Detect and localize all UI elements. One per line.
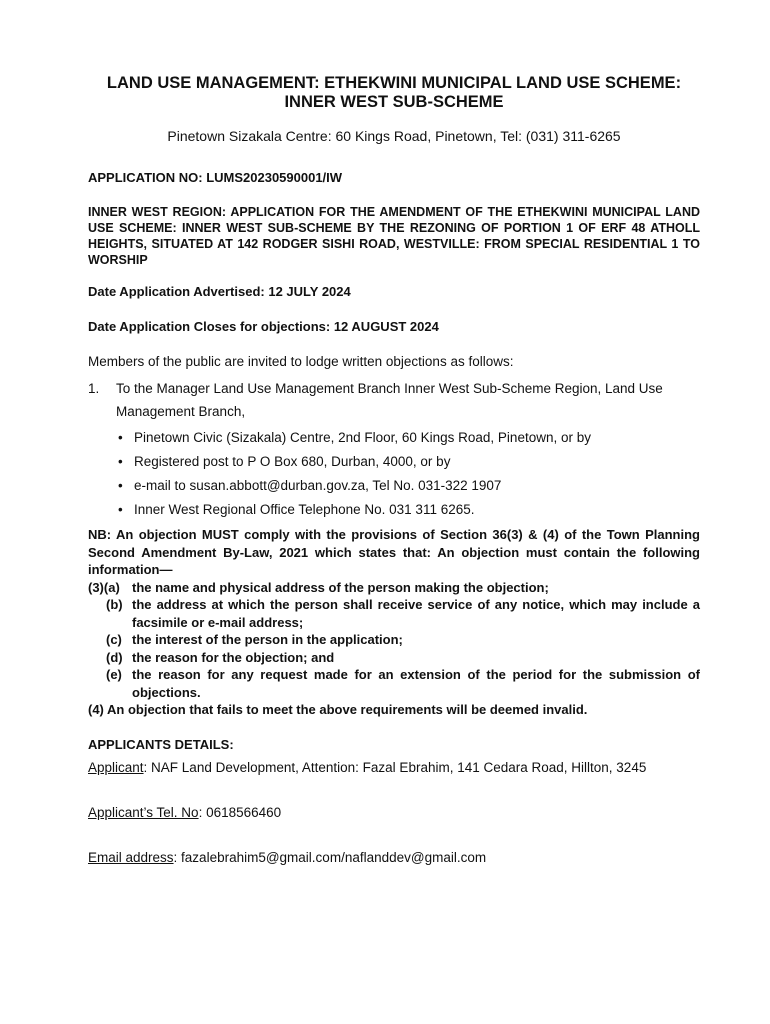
objection-item-1 [88,377,700,423]
page-title: LAND USE MANAGEMENT: ETHEKWINI MUNICIPAL LAND USE SCHEME: INNER WEST SUB-SCHEME [106,74,682,111]
list-item [118,426,700,450]
tel-label: Applicant’s Tel. No [88,804,199,820]
requirement-label: (c) [106,632,122,647]
date-closes: Date Application Closes for objections: 12 AUGUST 2024 [88,319,439,334]
requirement-label: (3)(a) [88,579,120,595]
requirement-text: the reason for any request made for an extension of the period for the submission of objections. [132,667,700,700]
requirements-list [88,579,700,702]
applicants-heading: APPLICANTS DETAILS: [88,736,234,752]
members-intro: Members of the public are invited to lodge written objections as follows: [88,354,514,369]
requirement-text: the reason for the objection; and [132,649,335,665]
requirement-row [88,631,700,649]
applicant-line [88,760,700,775]
date-advertised: Date Application Advertised: 12 JULY 2024 [88,284,351,299]
list-item [118,498,700,522]
item-number: 1. [88,381,100,396]
applicant-label: Applicant [88,759,144,775]
bullet-icon: • [118,430,123,445]
list-item-text: Registered post to P O Box 680, Durban, 4000, or by [134,454,451,469]
list-item-text: Inner West Regional Office Telephone No. 031 311 6265. [134,502,475,517]
applicant-value: : NAF Land Development, Attention: Fazal Ebrahim, 141 Cedara Road, Hillton, 3245 [143,759,647,775]
list-item-text: Pinetown Civic (Sizakala) Centre, 2nd Floor, 60 Kings Road, Pinetown, or by [134,430,591,445]
office-address: Pinetown Sizakala Centre: 60 Kings Road, Pinetown, Tel: (031) 311-6265 [167,128,621,144]
bullet-icon: • [118,454,123,469]
list-item [118,450,700,474]
tel-value: : 0618566460 [198,804,282,820]
email-line [88,850,700,865]
bullet-icon: • [118,478,123,493]
invalid-objection-note: (4) An objection that fails to meet the above requirements will be deemed invalid. [88,702,588,717]
applicant-tel-line [88,805,700,820]
requirement-text: the name and physical address of the person making the objection; [132,579,549,595]
email-label: Email address [88,849,174,865]
requirement-row [88,649,700,667]
bullet-icon: • [118,502,123,517]
notice-page [88,74,700,865]
item-text: To the Manager Land Use Management Branch Inner West Sub-Scheme Region, Land Use Management Branch, [116,381,663,419]
email-value: : fazalebrahim5@gmail.com/naflanddev@gmail.com [173,849,487,865]
requirement-row [88,666,700,701]
requirement-label: (b) [106,597,123,612]
requirement-text: the interest of the person in the application; [132,632,403,647]
requirement-text: the address at which the person shall receive service of any notice, which may include a facsimile or e-mail address; [132,597,700,630]
application-number: APPLICATION NO: LUMS20230590001/IW [88,170,343,185]
list-item [118,474,700,498]
submission-methods-list [118,426,700,522]
requirement-label: (d) [106,649,123,665]
requirement-label: (e) [106,667,122,682]
application-description: INNER WEST REGION: APPLICATION FOR THE AMENDMENT OF THE ETHEKWINI MUNICIPAL LAND USE SCHEME: INNER WEST SUB-SCHEME BY THE REZONING OF PORTION 1 OF ERF 48 ATHOLL HEIGHTS, SITUATED AT 142 RODGER SISHI ROAD, WESTVILLE: FROM SPECIAL RESIDENTIAL 1 TO WORSHIP [88,205,700,267]
list-item-text: e-mail to susan.abbott@durban.gov.za, Tel No. 031-322 1907 [134,478,502,493]
requirement-row [88,596,700,631]
requirement-row [88,579,700,597]
nb-notice: NB: An objection MUST comply with the provisions of Section 36(3) & (4) of the Town Planning Second Amendment By-Law, 2021 which states that: An objection must contain the following information— [88,527,700,577]
